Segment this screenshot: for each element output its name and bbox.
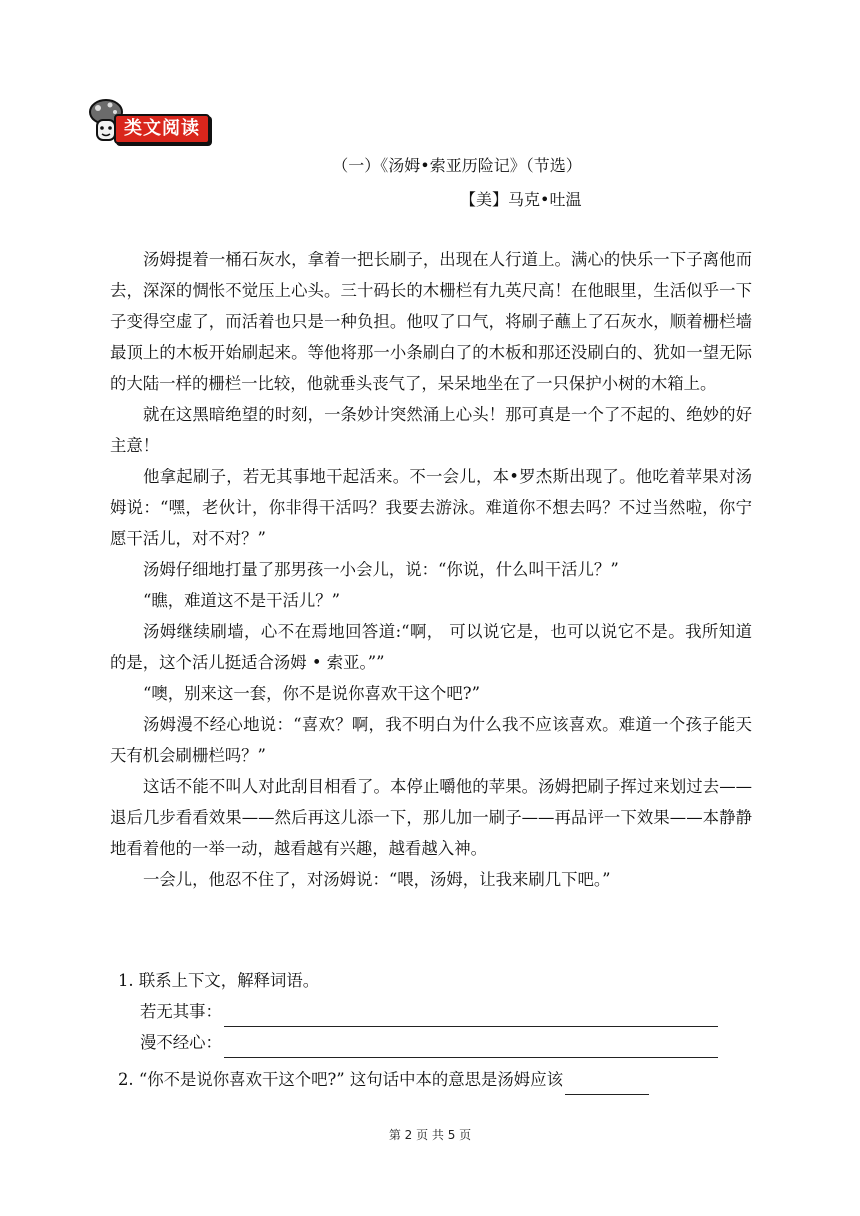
paragraph: 汤姆提着一桶石灰水，拿着一把长刷子，出现在人行道上。满心的快乐一下子离他而去，深深的惆怅不觉压上心头。三十码长的木栅栏有九英尺高！在他眼里，生活似乎一下子变得空虚了，而活着也只是一种负担。他叹了口气，将刷子蘸上了石灰水，顺着栅栏墙最顶上的木板开始刷起来。等他将那一小条刷白了的木板和那还没刷白的、犹如一望无际的大陆一样的栅栏一比较，他就垂头丧气了，呆呆地坐在了一只保护小树的木箱上。 — [110, 250, 752, 393]
question-2-text: 2. “你不是说你喜欢干这个吧?” 这句话中本的意思是汤姆应该 — [118, 1070, 563, 1089]
question-2 — [110, 1064, 752, 1095]
section-badge-label: 类文阅读 — [114, 114, 210, 144]
paragraph: “瞧，难道这不是干活儿？” — [143, 591, 341, 610]
answer-blank[interactable] — [565, 1074, 649, 1095]
paragraph: 汤姆继续刷墙，心不在焉地回答道:“啊， 可以说它是，也可以说它不是。我所知道的是，这个活儿挺适合汤姆 • 索亚。”” — [110, 622, 752, 672]
answer-label: 漫不经心： — [140, 1033, 222, 1052]
answer-blank[interactable] — [224, 1037, 718, 1058]
passage-body — [110, 244, 752, 895]
paragraph: “噢，别来这一套，你不是说你喜欢干这个吧?” — [143, 684, 480, 703]
page-footer: 第 2 页 共 5 页 — [388, 1128, 472, 1142]
paragraph: 这话不能不叫人对此刮目相看了。本停止嚼他的苹果。汤姆把刷子挥过来划过去——退后几步看看效果——然后再这儿添一下，那儿加一刷子——再品评一下效果——本静静地看着他的一举一动，越看越有兴趣，越看越入神。 — [110, 777, 752, 858]
paragraph: 汤姆漫不经心地说：“喜欢？啊，我不明白为什么我不应该喜欢。难道一个孩子能天天有机会刷栅栏吗？” — [110, 715, 752, 765]
paragraph: 他拿起刷子，若无其事地干起活来。不一会儿，本•罗杰斯出现了。他吃着苹果对汤姆说：“嘿，老伙计，你非得干活吗？我要去游泳。难道你不想去吗？不过当然啦，你宁愿干活儿，对不对？” — [110, 467, 752, 548]
paragraph: 一会儿，他忍不住了，对汤姆说：“喂，汤姆，让我来刷几下吧。” — [143, 870, 611, 889]
paragraph: 就在这黑暗绝望的时刻，一条妙计突然涌上心头！那可真是一个了不起的、绝妙的好主意！ — [110, 405, 752, 455]
section-badge — [88, 98, 220, 146]
answer-row — [110, 1027, 752, 1058]
answer-label: 若无其事： — [140, 1002, 222, 1021]
paragraph: 汤姆仔细地打量了那男孩一小会儿，说：“你说，什么叫干活儿？” — [143, 560, 619, 579]
passage-title — [0, 154, 860, 178]
passage-title-text: （一）《汤姆•索亚历险记》（节选） — [332, 156, 582, 175]
answer-row — [110, 996, 752, 1027]
answer-blank[interactable] — [224, 1006, 718, 1027]
passage-author: 【美】马克•吐温 — [460, 190, 582, 209]
question-1: 1. 联系上下文，解释词语。 — [118, 971, 320, 990]
question-section — [110, 965, 752, 1095]
